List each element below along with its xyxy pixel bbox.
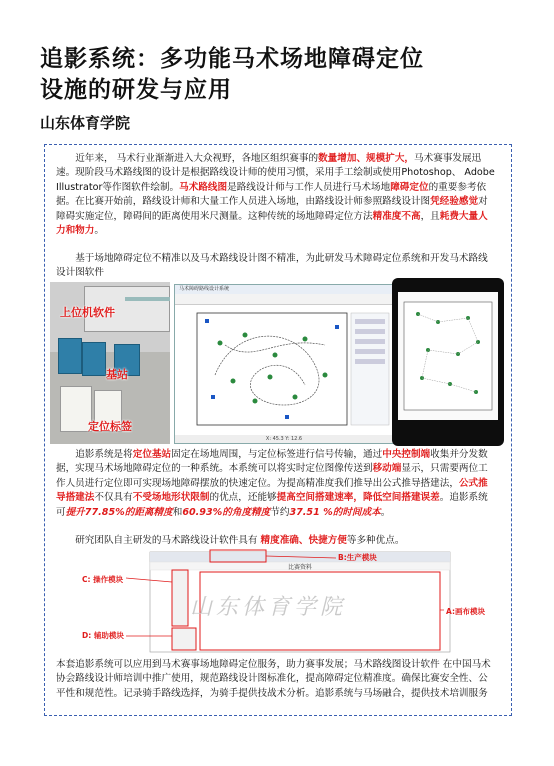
text: 收集并分发数据，实现马术场地障碍定位的一种系统。本系统可以将实时定位图像传送到 xyxy=(56,449,488,475)
watermark: 山东体育学院 xyxy=(190,595,347,620)
highlight: 耗费大量人力和物力 xyxy=(56,210,488,237)
base-station-device xyxy=(58,338,82,374)
application-paragraph: 本套追影系统可以应用到马术赛事场地障碍定位服务，助力赛事发展；马术路线图设计软件 在中国马术协会路线设计师培训中推广使用，规范路线设计图标准化，提高障碍定位精准度。确保比赛安全性、公平性和规范性。记录骑手路线选择，为骑手提供技战术分析。追影系统与马场融合，提供技术培训服务 xyxy=(56,659,491,699)
text: 和 xyxy=(172,506,183,518)
text: 。追影系统可 xyxy=(56,492,488,518)
text: 。 xyxy=(380,506,391,518)
mobile-course-map xyxy=(398,292,498,420)
text: 是路线设计师与工作人员进行马术场地 xyxy=(227,181,391,193)
text: 节约 xyxy=(270,506,290,518)
text: 近年来， 马术行业渐渐进入大众视野，各地区组织赛事的 xyxy=(75,153,319,164)
upper-software-label: 上位机软件 xyxy=(60,306,115,319)
text: ，且 xyxy=(420,210,440,222)
text: 等多种优点。 xyxy=(346,535,405,546)
course-map xyxy=(175,305,393,437)
highlight: 60.93%的角度精度 xyxy=(182,506,271,518)
operation-module-label: C: 操作模块 xyxy=(82,575,124,584)
organization: 山东体育学院 xyxy=(40,114,131,132)
highlight: 提高空间搭建速率，降低空间搭建误差 xyxy=(276,492,440,504)
text: 马术赛事发展迅速。现阶段马术路线图的设计是根据路线设计师的使用习惯，采用手工绘制或使用Photoshop、 Adobe Illustrator等作图软件绘制。 xyxy=(56,153,495,193)
page-title xyxy=(40,44,520,106)
purpose-paragraph: 基于场地障碍定位不精准以及马术路线设计图不精准，为此研发马术障碍定位系统和开发马术路线设计图软件 xyxy=(56,253,488,279)
phone-screen xyxy=(398,292,498,420)
highlight: 马术路线图 xyxy=(179,181,228,193)
highlight: 障碍定位 xyxy=(390,181,429,193)
highlight: 公式推导搭建法 xyxy=(56,477,488,504)
software-advantage-paragraph xyxy=(56,534,496,548)
positioning-tag-label: 定位标签 xyxy=(88,420,132,433)
highlight: 定位基站 xyxy=(132,449,172,460)
base-station-device xyxy=(82,342,106,376)
title-line-1: 追影系统：多功能马术场地障碍定位 xyxy=(40,46,424,72)
text: 研究团队自主研发的马术路线设计软件具有 xyxy=(75,535,261,546)
text: 追影系统是将 xyxy=(75,449,133,460)
highlight: 37.51 %的时间成本 xyxy=(289,506,381,518)
highlight: 数量增加、规模扩大， xyxy=(318,153,415,164)
highlight: 凭经验感觉 xyxy=(430,196,479,208)
auxiliary-module-label: D: 辅助模块 xyxy=(82,631,124,640)
diagram-window-title: 比赛资料 xyxy=(288,564,313,571)
text: 对障碍实施定位，障碍间的距离使用米尺测量。这种传统的场地障碍定位方法 xyxy=(56,196,488,222)
system-description-paragraph xyxy=(56,448,496,520)
text: 的重要参考依据。在比赛开始前，路线设计师和大量工作人员进入场地，由路线设计师参照路线设计图 xyxy=(56,181,487,208)
intro-paragraph xyxy=(56,152,496,238)
software-status-bar: X: 45.3 Y: 12.6 xyxy=(175,435,393,443)
highlight: 精度准确、快捷方便 xyxy=(260,535,347,546)
text: 显示，只需要两位工作人员进行定位即可实现场地障碍摆放的快速定位。为提高精准度我们推导出公式推导搭建法， xyxy=(56,463,488,489)
text: 的优点，还能够 xyxy=(209,492,277,504)
mobile-phone-image xyxy=(392,278,504,446)
software-screenshot xyxy=(174,284,394,444)
text: 固定在场地周围，与定位标签进行信号传输，通过 xyxy=(171,449,383,460)
highlight: 精准度不高 xyxy=(372,210,421,222)
highlight: 不受场地形状限制 xyxy=(132,492,210,504)
text: 不仅具有 xyxy=(94,492,133,504)
canvas-module-label: A:画布模块 xyxy=(446,607,485,616)
text: 。 xyxy=(94,225,104,237)
highlight: 移动端 xyxy=(372,463,402,475)
hardware-photo xyxy=(50,282,170,444)
base-station-label: 基站 xyxy=(106,368,128,381)
highlight: 提升77.85%的距离精度 xyxy=(65,506,173,518)
production-module-label: B:生产模块 xyxy=(338,553,377,562)
title-line-2: 设施的研发与应用 xyxy=(40,77,232,103)
software-toolbar xyxy=(175,294,393,305)
highlight: 中央控制端 xyxy=(382,449,431,460)
software-title-bar: 马术障碍路线设计系统 xyxy=(175,285,393,294)
